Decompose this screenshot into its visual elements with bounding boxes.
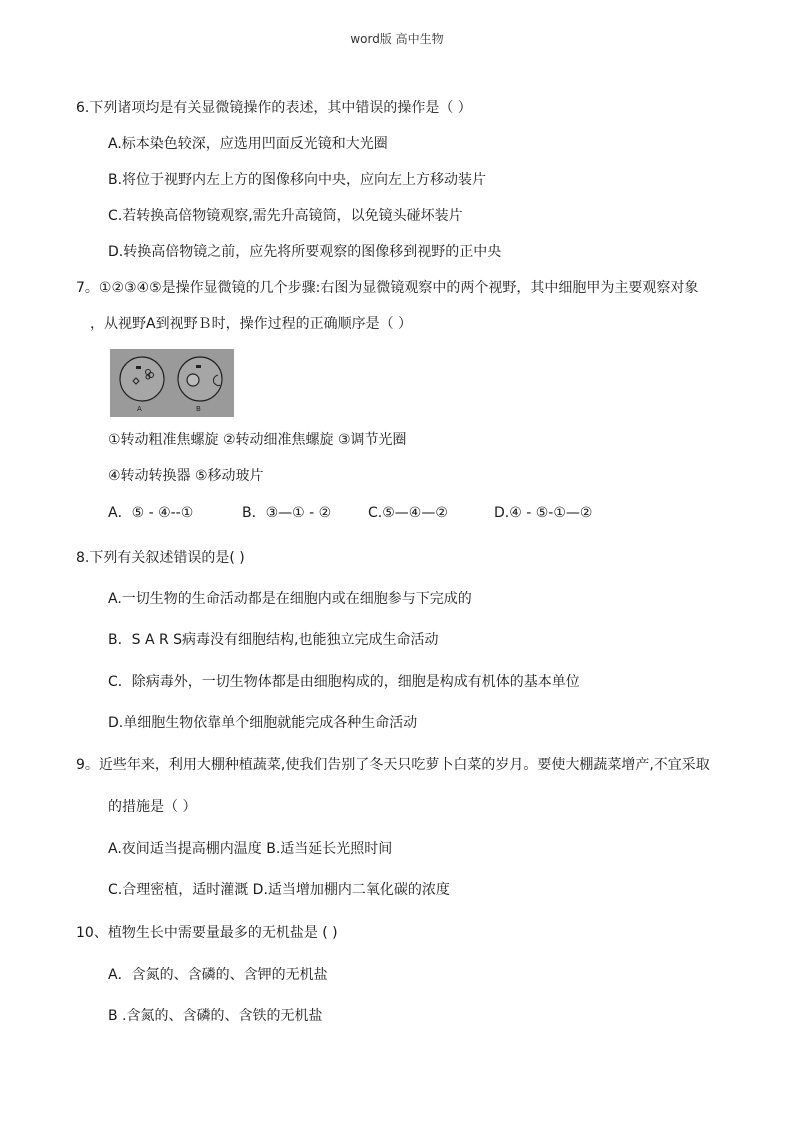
field-a-label: A xyxy=(137,405,142,413)
q10-option-a: A．含氮的、含磷的、含钾的无机盐 xyxy=(108,967,328,983)
field-a-circle xyxy=(120,357,164,401)
q6-option-a: A.标本染色较深，应选用凹面反光镜和大光圈 xyxy=(108,136,388,152)
microscope-fields-svg xyxy=(110,349,234,417)
field-b-label: B xyxy=(196,405,201,413)
q6-option-c: C.若转换高倍物镜观察,需先升高镜筒，以免镜头碰坏装片 xyxy=(108,208,463,224)
field-b-mark xyxy=(196,365,201,368)
q10-stem: 10、植物生长中需要量最多的无机盐是 ( ) xyxy=(76,925,338,941)
field-a-mark xyxy=(136,366,141,369)
q7-option-c: C.⑤—④—② xyxy=(368,505,448,521)
q7-option-d: D.④ - ⑤-①—② xyxy=(494,505,593,521)
q6-option-b: B.将位于视野内左上方的图像移向中央，应向左上方移动装片 xyxy=(108,172,487,188)
q7-stem-line1: 7。①②③④⑤是操作显微镜的几个步骤:右图为显微镜观察中的两个视野，其中细胞甲为主要观察对象 xyxy=(76,280,699,296)
q9-stem-line2: 的措施是（ ） xyxy=(108,799,197,815)
q7-option-a: A．⑤ - ④--① xyxy=(108,505,194,521)
q8-option-d: D.单细胞生物依靠单个细胞就能完成各种生命活动 xyxy=(108,715,418,731)
q6-option-d: D.转换高倍物镜之前，应先将所要观察的图像移到视野的正中央 xyxy=(108,244,502,260)
q9-options-cd: C.合理密植，适时灌溉 D.适当增加棚内二氧化碳的浓度 xyxy=(108,882,450,898)
microscope-fields-figure xyxy=(110,349,234,417)
q7-steps-line1: ①转动粗准焦螺旋 ②转动细准焦螺旋 ③调节光圈 xyxy=(108,432,407,448)
page-header: word版 高中生物 xyxy=(350,32,444,46)
q7-option-b: B．③—① - ② xyxy=(242,505,332,521)
q10-option-b: B .含氮的、含磷的、含铁的无机盐 xyxy=(108,1008,323,1024)
q8-option-c: C．除病毒外，一切生物体都是由细胞构成的，细胞是构成有机体的基本单位 xyxy=(108,674,580,690)
field-b-circle xyxy=(178,357,222,401)
q9-options-ab: A.夜间适当提高棚内温度 B.适当延长光照时间 xyxy=(108,841,393,857)
field-b-enlarged-cell xyxy=(187,374,199,386)
q8-option-b: B．S A R S病毒没有细胞结构,也能独立完成生命活动 xyxy=(108,632,439,648)
q8-option-a: A.一切生物的生命活动都是在细胞内或在细胞参与下完成的 xyxy=(108,591,472,607)
q6-stem: 6.下列诸项均是有关显微镜操作的表述，其中错误的操作是（ ） xyxy=(76,100,472,116)
q8-stem: 8.下列有关叙述错误的是( ) xyxy=(76,550,245,566)
q7-steps-line2: ④转动转换器 ⑤移动玻片 xyxy=(108,468,264,484)
q9-stem-line1: 9。近些年来，利用大棚种植蔬菜,使我们告别了冬天只吃萝卜白菜的岁月。要使大棚蔬菜增产,不宜采取 xyxy=(76,757,710,773)
q7-stem-line2: ，从视野A到视野Ｂ时，操作过程的正确顺序是（ ） xyxy=(90,316,413,332)
